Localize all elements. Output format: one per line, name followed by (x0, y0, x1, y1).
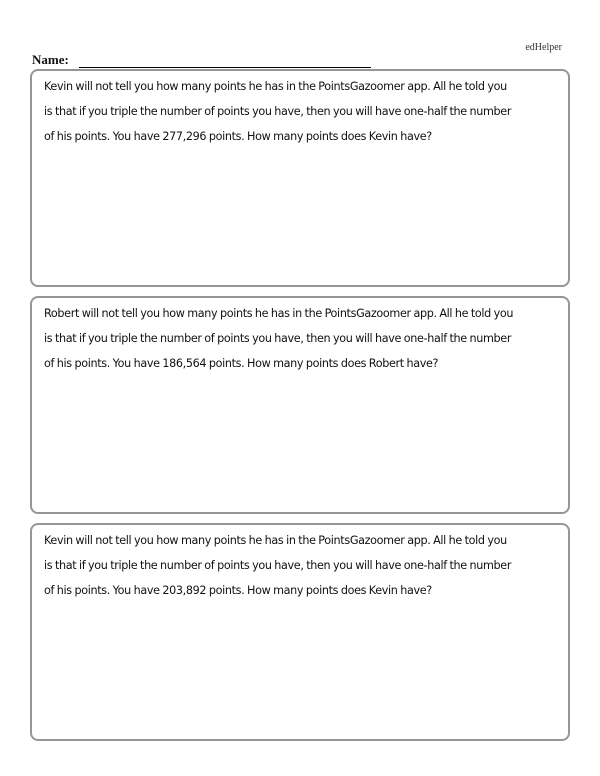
problem-text-line: is that if you triple the number of points you have, then you will have one-half the number (44, 559, 512, 572)
problem-text-line: of his points. You have 186,564 points. How many points does Robert have? (44, 357, 439, 370)
problem-text-line: is that if you triple the number of points you have, then you will have one-half the number (44, 332, 512, 345)
problem-text-line: Kevin will not tell you how many points he has in the PointsGazoomer app. All he told you (44, 80, 507, 93)
problem-text-line: of his points. You have 277,296 points. How many points does Kevin have? (44, 130, 432, 143)
name-input-line[interactable] (79, 55, 371, 68)
name-label: Name: (32, 52, 69, 67)
problem-box-3[interactable] (30, 523, 570, 741)
brand-label: edHelper (525, 42, 562, 53)
problem-box-2[interactable] (30, 296, 570, 514)
problem-text-line: is that if you triple the number of points you have, then you will have one-half the number (44, 105, 512, 118)
problem-text-line: Kevin will not tell you how many points he has in the PointsGazoomer app. All he told you (44, 534, 507, 547)
problem-text-line: of his points. You have 203,892 points. How many points does Kevin have? (44, 584, 432, 597)
problem-box-1[interactable] (30, 69, 570, 287)
name-field (32, 52, 371, 68)
problem-text-line: Robert will not tell you how many points he has in the PointsGazoomer app. All he told you (44, 307, 514, 320)
